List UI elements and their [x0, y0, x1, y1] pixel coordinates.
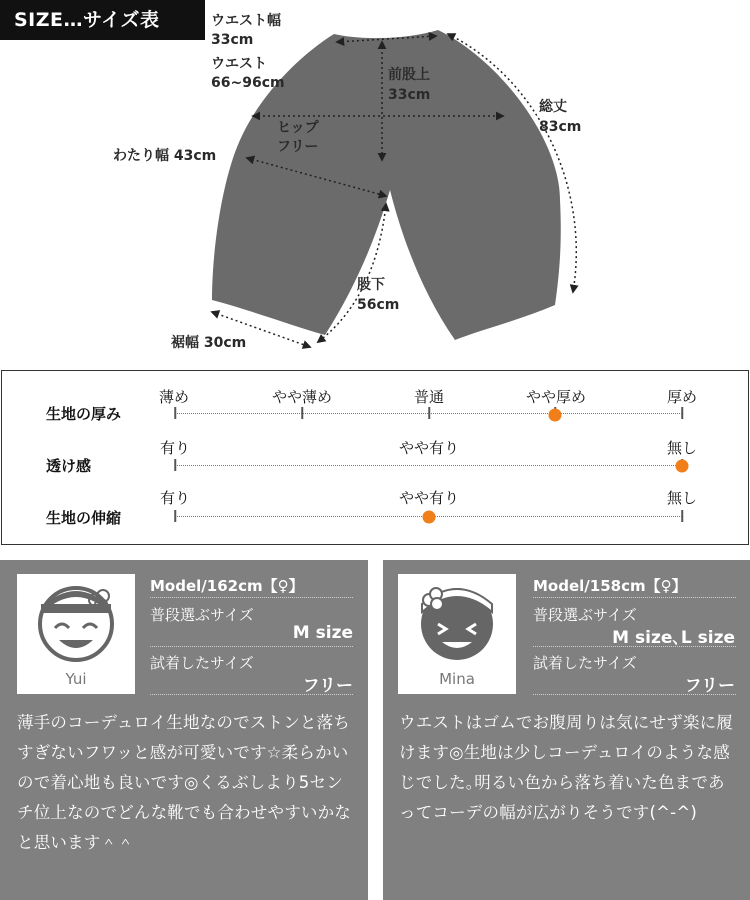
transparency-tick-label: 有り: [159, 439, 191, 457]
thickness-tick: [428, 407, 430, 419]
thickness-tick-label: 厚め: [666, 388, 698, 406]
transparency-indicator-dot: [676, 460, 689, 473]
tried-size-value: フリー: [684, 676, 735, 696]
divider: [533, 597, 736, 598]
size-diagram-section: [0, 0, 750, 360]
stretch-tick-label: 有り: [159, 489, 191, 507]
model-avatar: [398, 574, 516, 694]
model-name: Yui: [65, 670, 87, 688]
transparency-tick-label: 無し: [666, 439, 698, 457]
transparency-label: 透け感: [46, 457, 92, 475]
stretch-tick: [174, 510, 176, 522]
waist-label: ウエスト: [211, 56, 267, 72]
smiling-face-icon: [17, 574, 135, 672]
model-panel-mina: [383, 560, 750, 900]
model-name: Mina: [439, 670, 475, 688]
model-avatar: [17, 574, 135, 694]
waist-width-value: 33cm: [211, 32, 254, 48]
model-comment: ウエストはゴムでお腹周りは気にせず楽に履けます◎生地は少しコーデュロイのような感じでした｡明るい色から落ち着いた色まであってコーデの幅が広がりそうです(^-^): [399, 713, 733, 822]
waist-value: 66~96cm: [211, 75, 285, 91]
thigh-label: わたり幅 43cm: [113, 148, 217, 164]
thickness-tick: [174, 407, 176, 419]
size-badge: SIZE…サイズ表: [0, 0, 205, 40]
divider: [150, 646, 353, 647]
stretch-tick-label: 無し: [666, 489, 698, 507]
length-value: 83cm: [539, 119, 582, 135]
divider: [533, 694, 736, 695]
transparency-scale-line: [175, 465, 682, 466]
waist-width-label: ウエスト幅: [211, 13, 281, 29]
length-label: 総丈: [539, 99, 567, 115]
hem-label: 裾幅 30cm: [171, 335, 247, 351]
tried-size-label: 試着したサイズ: [533, 654, 637, 672]
front-rise-label: 前股上: [388, 67, 430, 83]
winking-face-icon: [398, 574, 516, 672]
model-panel-yui: [0, 560, 368, 900]
inseam-value: 56cm: [357, 297, 400, 313]
front-rise-value: 33cm: [388, 87, 431, 103]
hip-value: フリー: [277, 139, 319, 155]
divider: [150, 694, 353, 695]
usual-size-label: 普段選ぶサイズ: [150, 606, 254, 624]
stretch-tick: [681, 510, 683, 522]
hip-label: ヒップ: [277, 120, 319, 136]
thickness-tick: [301, 407, 303, 419]
thickness-tick-label: 普通: [413, 388, 445, 406]
usual-size-value: M size､L size: [612, 628, 735, 648]
thickness-tick-label: やや厚め: [525, 388, 587, 406]
usual-size-value: M size: [292, 623, 353, 643]
tried-size-value: フリー: [302, 676, 353, 696]
divider: [533, 646, 736, 647]
transparency-tick: [174, 459, 176, 471]
fabric-feel-scale: [1, 370, 749, 545]
tried-size-label: 試着したサイズ: [150, 654, 254, 672]
inseam-label: 股下: [357, 277, 385, 293]
thickness-tick-label: 薄め: [158, 388, 190, 406]
stretch-tick-label: やや有り: [398, 489, 460, 507]
model-heading: Model/158cm【♀】: [533, 577, 687, 595]
transparency-tick-label: やや有り: [398, 439, 460, 457]
usual-size-label: 普段選ぶサイズ: [533, 606, 637, 624]
stretch-label: 生地の伸縮: [46, 509, 122, 527]
thickness-indicator-dot: [549, 409, 562, 422]
divider: [150, 597, 353, 598]
stretch-indicator-dot: [422, 511, 435, 524]
fabric-thickness-label: 生地の厚み: [46, 405, 122, 423]
model-comment: 薄手のコーデュロイ生地なのでストンと落ちすぎないフワッと感が可愛いです☆柔らかいので着心地も良いです◎くるぶしより5センチ位上なのでどんな靴でも合わせやすいかなと思います＾＾: [17, 713, 351, 852]
model-heading: Model/162cm【♀】: [150, 577, 304, 595]
thickness-tick: [681, 407, 683, 419]
thickness-tick-label: やや薄め: [271, 388, 333, 406]
